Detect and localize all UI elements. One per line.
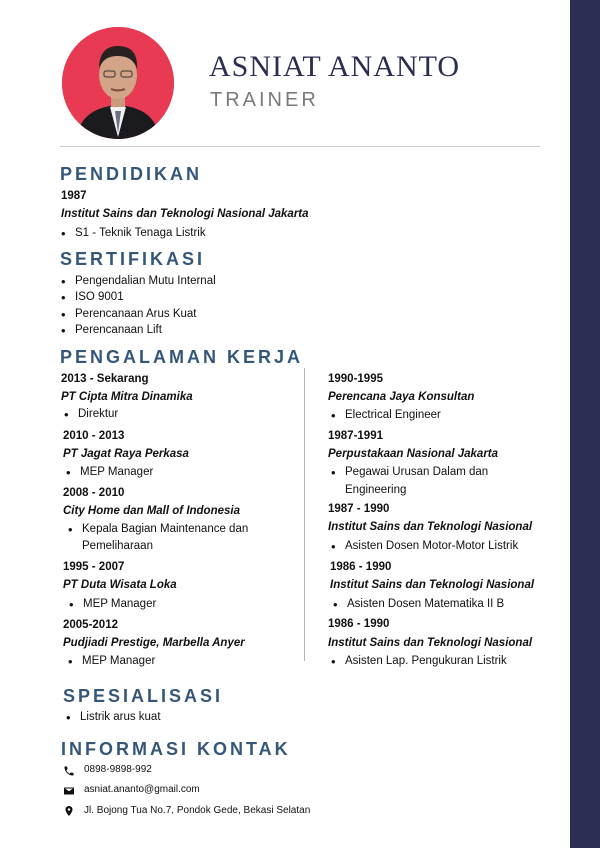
phone-icon [63, 765, 75, 777]
job-year: 1990-1995 [328, 373, 383, 385]
job-role: • MEP Manager [80, 466, 153, 478]
section-title-spesialisasi: SPESIALISASI [63, 686, 224, 706]
job-company: PT Duta Wisata Loka [63, 579, 177, 591]
job-company: PT Cipta Mitra Dinamika [61, 391, 193, 403]
job-year: 2005-2012 [63, 619, 118, 631]
certification-item: • ISO 9001 [75, 291, 124, 303]
location-pin-icon [63, 805, 75, 817]
job-role: • Pegawai Urusan Dalam dan [345, 466, 488, 478]
section-title-pendidikan: PENDIDIKAN [60, 164, 203, 184]
certification-item: • Pengendalian Mutu Internal [75, 275, 216, 287]
job-role: • Electrical Engineer [345, 409, 441, 421]
certification-item: • Perencanaan Lift [75, 324, 162, 336]
job-role: • Direktur [78, 408, 118, 420]
job-company: City Home dan Mall of Indonesia [63, 505, 240, 517]
job-company: Pudjiadi Prestige, Marbella Anyer [63, 637, 245, 649]
job-year: 2008 - 2010 [63, 487, 125, 499]
section-title-sertifikasi: SERTIFIKASI [60, 249, 206, 269]
person-name: ASNIAT ANANTO [209, 50, 461, 83]
header-divider [60, 146, 540, 147]
job-year: 2013 - Sekarang [61, 373, 149, 385]
job-role-continued: Pemeliharaan [82, 540, 153, 552]
contact-phone: 0898-9898-992 [84, 764, 152, 775]
envelope-icon [63, 785, 75, 797]
job-role: • Asisten Dosen Matematika II B [347, 598, 504, 610]
profile-photo [62, 27, 174, 139]
job-role: • MEP Manager [82, 655, 155, 667]
education-institution: Institut Sains dan Teknologi Nasional Jakarta [61, 208, 309, 220]
job-role: • Asisten Dosen Motor-Motor Listrik [345, 540, 518, 552]
job-year: 1986 - 1990 [328, 618, 390, 630]
job-year: 1987 - 1990 [328, 503, 390, 515]
job-year: 1986 - 1990 [330, 561, 392, 573]
job-company: Perencana Jaya Konsultan [328, 391, 475, 403]
sidebar-accent-bar [570, 0, 600, 848]
certification-item: • Perencanaan Arus Kuat [75, 308, 196, 320]
education-year: 1987 [61, 190, 87, 202]
column-divider [304, 368, 305, 661]
specialization-item: • Listrik arus kuat [80, 711, 161, 723]
job-company: Institut Sains dan Teknologi Nasional [328, 637, 533, 649]
section-title-pengalaman: PENGALAMAN KERJA [60, 347, 304, 367]
job-year: 2010 - 2013 [63, 430, 125, 442]
job-role-continued: Engineering [345, 484, 407, 496]
job-role: • MEP Manager [83, 598, 156, 610]
job-company: Institut Sains dan Teknologi Nasional [330, 579, 535, 591]
education-degree: • S1 - Teknik Tenaga Listrik [75, 227, 206, 239]
job-year: 1987-1991 [328, 430, 383, 442]
contact-email: asniat.ananto@gmail.com [84, 784, 200, 795]
job-role: • Kepala Bagian Maintenance dan [82, 523, 248, 535]
job-role: • Asisten Lap. Pengukuran Listrik [345, 655, 507, 667]
contact-address: Jl. Bojong Tua No.7, Pondok Gede, Bekasi Selatan [84, 805, 311, 816]
job-company: PT Jagat Raya Perkasa [63, 448, 189, 460]
job-year: 1995 - 2007 [63, 561, 125, 573]
section-title-kontak: INFORMASI KONTAK [61, 739, 291, 759]
job-company: Perpustakaan Nasional Jakarta [328, 448, 499, 460]
job-title: TRAINER [210, 89, 319, 111]
job-company: Institut Sains dan Teknologi Nasional [328, 521, 533, 533]
